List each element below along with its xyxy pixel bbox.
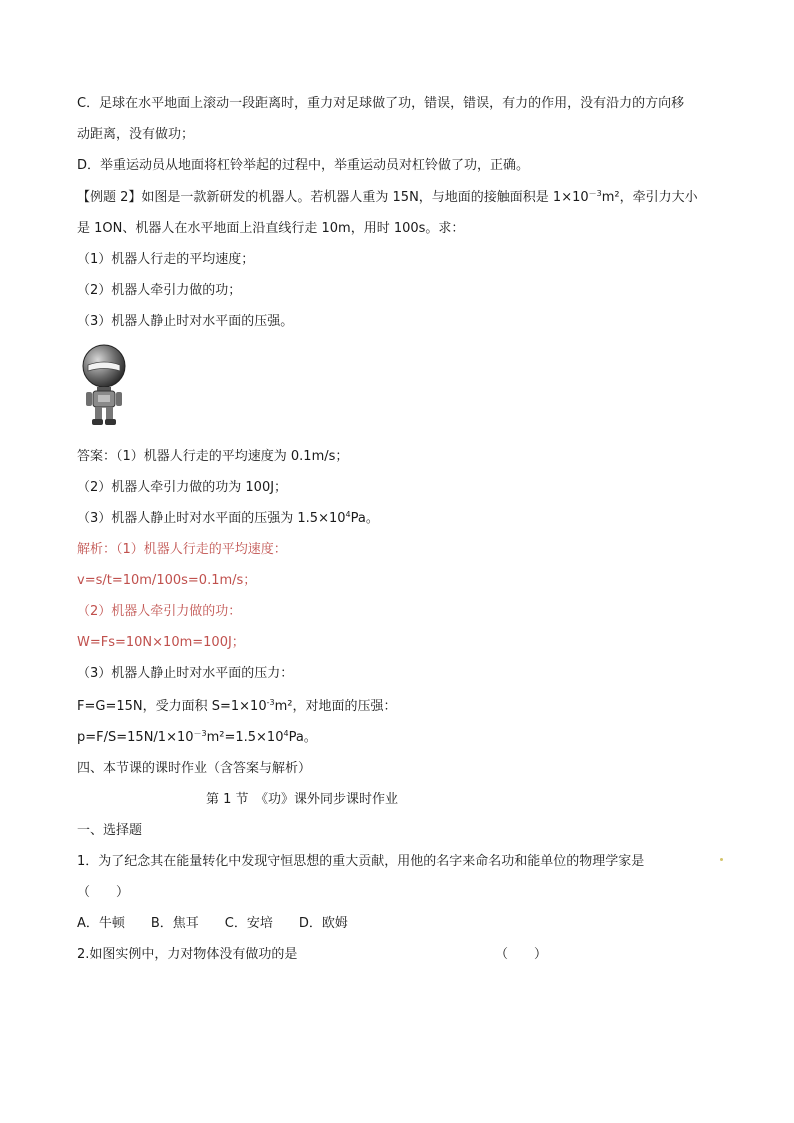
- example2-text-b: m²，牵引力大小: [601, 190, 698, 205]
- exercise-2: 2.如图实例中，力对物体没有做功的是: [77, 947, 298, 962]
- exponent: －3: [193, 729, 207, 738]
- question-3: （3）机器人静止时对水平面的压强。: [77, 314, 294, 329]
- exercise-2-paren: （ ）: [495, 947, 548, 962]
- homework-title: 第 1 节 《功》课外同步课时作业: [206, 792, 399, 807]
- stray-mark: [720, 858, 723, 861]
- question-1: （1）机器人行走的平均速度；: [77, 252, 255, 267]
- example2-text-a: 【例题 2】如图是一款新研发的机器人。若机器人重为 15N，与地面的接触面积是 1×10: [77, 190, 589, 205]
- question-2: （2）机器人牵引力做的功；: [77, 283, 242, 298]
- solution-pressure-text-c: Pa。: [288, 730, 317, 745]
- section-four-heading: 四、本节课的课时作业（含答案与解析）: [77, 761, 312, 776]
- robot-image: [80, 344, 128, 426]
- solution-pressure: [77, 728, 317, 748]
- exercise-1-paren: （ ）: [77, 885, 130, 900]
- solution-force-text-b: m²，对地面的压强：: [274, 699, 397, 714]
- solution-force-heading: （3）机器人静止时对水平面的压力：: [77, 666, 294, 681]
- option-c-line1: C．足球在水平地面上滚动一段距离时，重力对足球做了功，错误，错误，有力的作用，没有沿力的方向移: [77, 96, 685, 111]
- exercise-1: 1．为了纪念其在能量转化中发现守恒思想的重大贡献，用他的名字来命名功和能单位的物理学家是: [77, 854, 645, 869]
- solution-force: [77, 697, 396, 717]
- exponent: -3: [266, 698, 275, 707]
- exponent: －3: [588, 189, 602, 198]
- exponent: 4: [345, 510, 351, 519]
- option-c-line2: 动距离，没有做功；: [77, 127, 195, 142]
- exercise-1-options: A．牛顿 B．焦耳 C．安培 D．欧姆: [77, 916, 348, 931]
- option-d: D．举重运动员从地面将杠铃举起的过程中，举重运动员对杠铃做了功，正确。: [77, 158, 530, 173]
- solution-work-heading: （2）机器人牵引力做的功：: [77, 604, 242, 619]
- answer-1: 答案：（1）机器人行走的平均速度为 0.1m/s；: [77, 449, 349, 464]
- solution-pressure-text-a: p=F/S=15N/1×10: [77, 730, 194, 745]
- example2-line2: 是 1ON、机器人在水平地面上沿直线行走 10m，用时 100s。求：: [77, 221, 465, 236]
- solution-work: W=Fs=10N×10m=100J；: [77, 635, 245, 650]
- solution-pressure-text-b: m²=1.5×10: [206, 730, 284, 745]
- solution-force-text-a: F=G=15N，受力面积 S=1×10: [77, 699, 267, 714]
- solution-velocity: v=s/t=10m/100s=0.1m/s；: [77, 573, 257, 588]
- answer-3-text-b: Pa。: [350, 511, 379, 526]
- exponent: 4: [283, 729, 289, 738]
- example2-line1: [77, 188, 698, 208]
- answer-3: [77, 509, 379, 529]
- answer-2: （2）机器人牵引力做的功为 100J；: [77, 480, 288, 495]
- solution-heading: 解析：（1）机器人行走的平均速度：: [77, 542, 287, 557]
- answer-3-text-a: （3）机器人静止时对水平面的压强为 1.5×10: [77, 511, 346, 526]
- choice-heading: 一、选择题: [77, 823, 143, 838]
